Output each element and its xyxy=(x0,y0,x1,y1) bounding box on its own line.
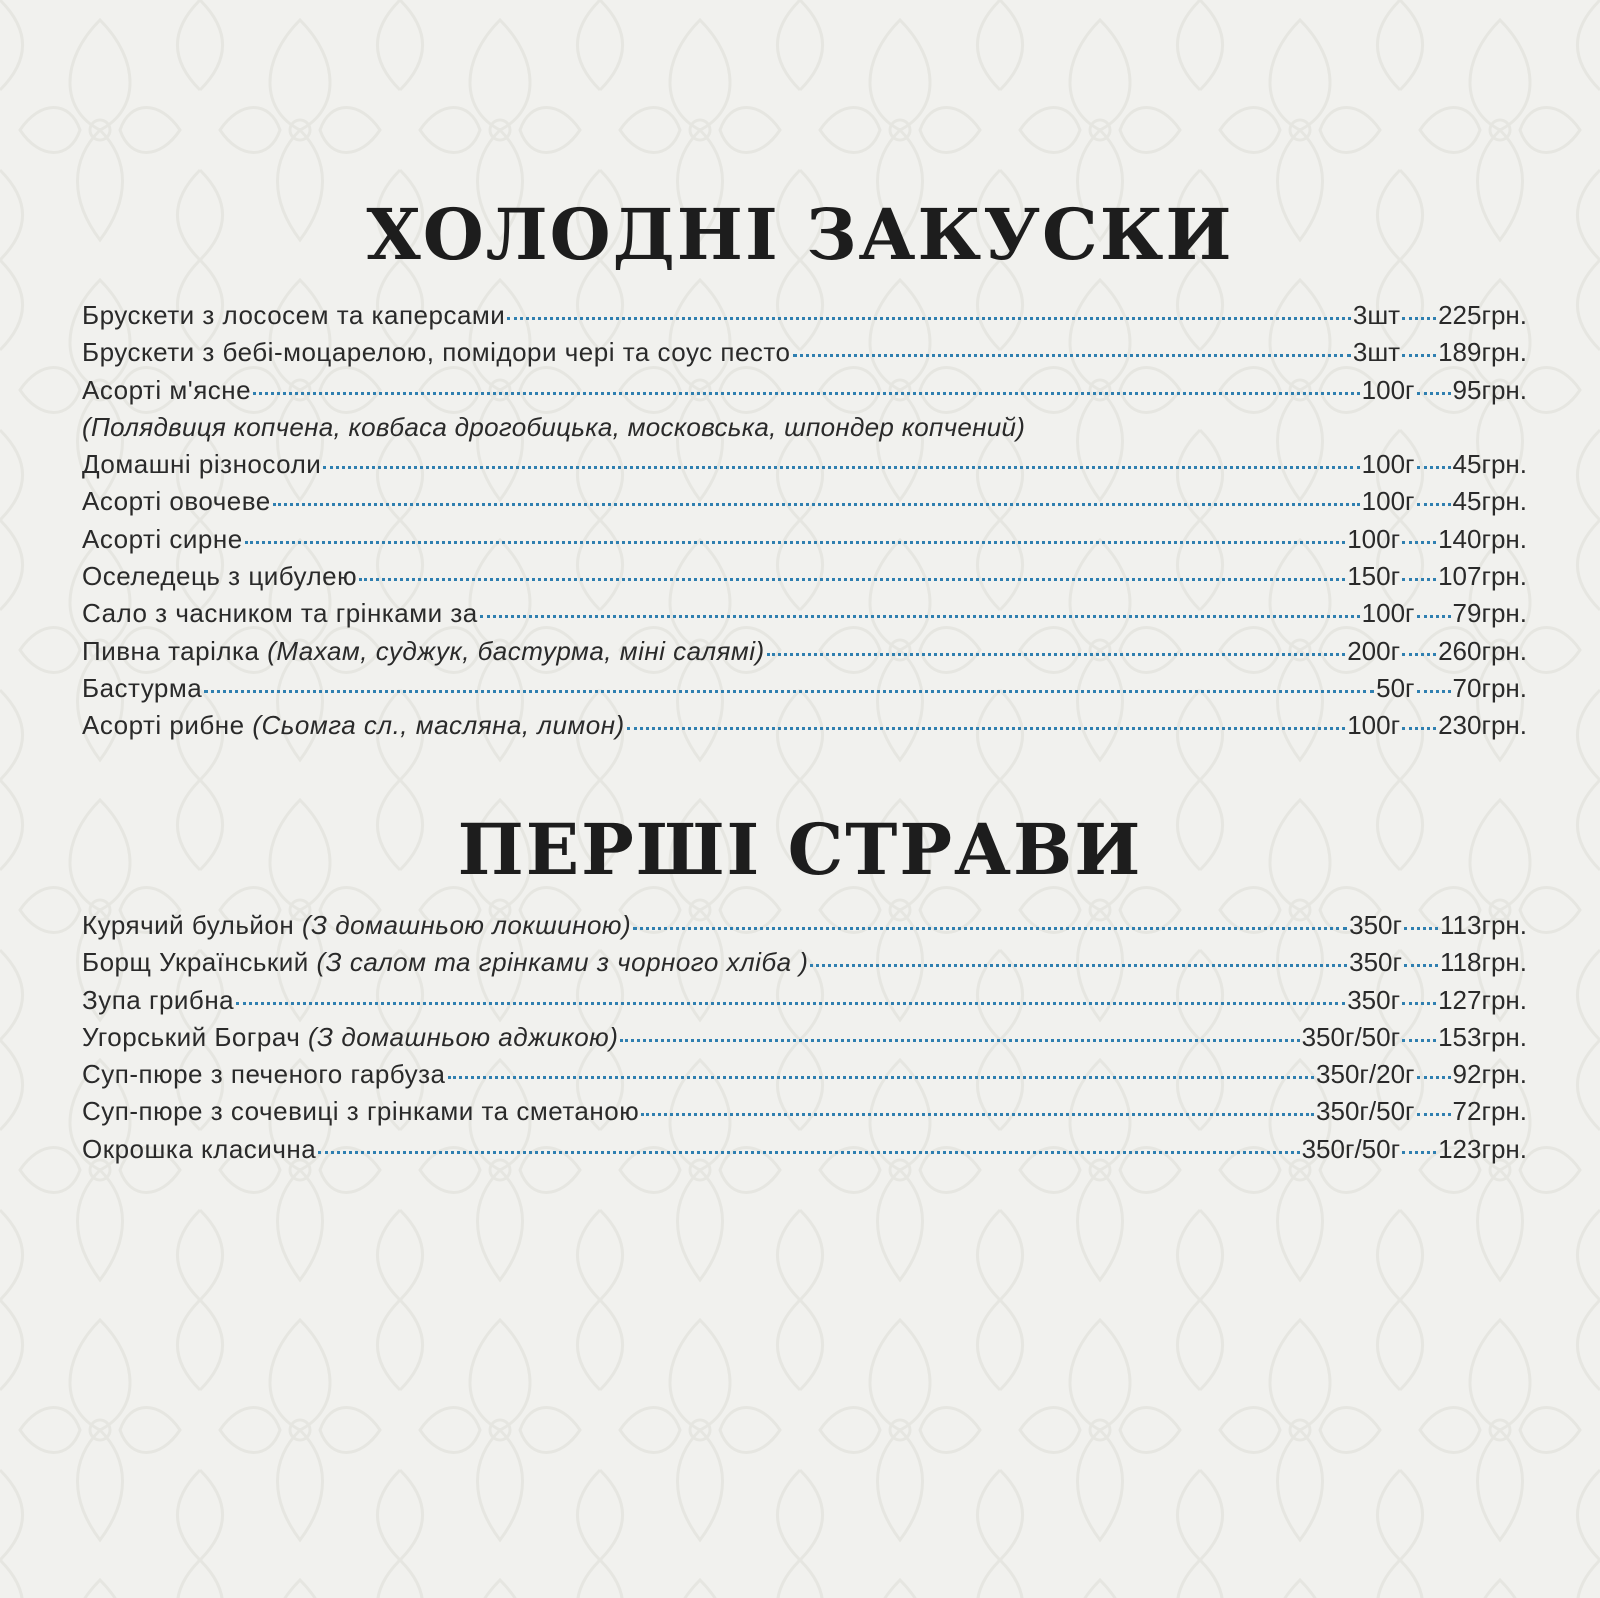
menu-item-title: Асорті сирне xyxy=(82,523,243,554)
dotted-separator xyxy=(1404,964,1438,967)
menu-item-name xyxy=(82,337,791,368)
menu-item-portion: 50г xyxy=(1376,672,1415,703)
menu-item xyxy=(82,710,1527,747)
dotted-leader xyxy=(323,466,1359,469)
dotted-separator xyxy=(1402,354,1436,357)
menu-item xyxy=(82,486,1527,523)
menu-item-name xyxy=(82,1022,618,1053)
menu-item-portion: 100г xyxy=(1361,449,1415,480)
dotted-leader xyxy=(359,578,1345,581)
menu-item-name xyxy=(82,710,625,741)
menu-item-name xyxy=(82,636,765,667)
dotted-separator xyxy=(1402,727,1436,730)
dotted-separator xyxy=(1417,690,1451,693)
menu-item xyxy=(82,449,1527,486)
menu-item-name xyxy=(82,449,321,480)
menu-item xyxy=(82,337,1527,374)
dotted-leader xyxy=(793,354,1351,357)
menu-item-description: (З домашньою аджикою) xyxy=(308,1021,619,1052)
menu-item-title: Домашні різносоли xyxy=(82,449,322,480)
menu-item-price: 225грн. xyxy=(1438,300,1527,330)
dotted-separator xyxy=(1417,466,1451,469)
dotted-separator xyxy=(1417,615,1451,618)
dotted-separator xyxy=(1417,503,1451,506)
menu-item xyxy=(82,673,1527,710)
menu-item-title: Асорті овочеве xyxy=(82,486,271,517)
menu-item-title: Суп-пюре з печеного гарбуза xyxy=(82,1059,446,1090)
dotted-separator xyxy=(1402,1039,1436,1042)
dotted-leader xyxy=(633,927,1347,930)
menu-item-portion: 100г xyxy=(1347,523,1401,554)
menu-item-price: 95грн. xyxy=(1452,374,1527,405)
menu-item-name xyxy=(82,985,234,1016)
menu-item-price: 153грн. xyxy=(1438,1021,1527,1052)
menu-item-portion: 100г xyxy=(1361,374,1415,405)
menu-item-price: 79грн. xyxy=(1452,598,1527,629)
dotted-separator xyxy=(1417,392,1451,395)
menu-item-title: Асорті рибне xyxy=(82,710,253,741)
menu-item-portion: 350г xyxy=(1349,910,1403,940)
dotted-leader xyxy=(448,1076,1315,1079)
dotted-leader xyxy=(767,653,1346,656)
menu-item-portion: 350г/50г xyxy=(1301,1133,1401,1164)
menu-item-portion: 100г xyxy=(1361,486,1415,517)
dotted-separator xyxy=(1402,578,1436,581)
menu-item-title: Бастурма xyxy=(82,672,203,703)
cold-appetizers-list xyxy=(82,300,1527,748)
menu-item-price: 72грн. xyxy=(1452,1096,1527,1127)
menu-item-price: 113грн. xyxy=(1440,910,1527,940)
menu-item-price: 70грн. xyxy=(1452,672,1527,703)
dotted-leader xyxy=(641,1113,1314,1116)
menu-item-name xyxy=(82,598,478,629)
menu-item-price: 45грн. xyxy=(1452,486,1527,517)
menu-item-price: 123грн. xyxy=(1438,1133,1527,1164)
dotted-separator xyxy=(1402,1151,1436,1154)
dotted-leader xyxy=(507,317,1351,320)
menu-item-price: 107грн. xyxy=(1438,561,1527,592)
menu-item-portion: 100г xyxy=(1347,710,1401,741)
dotted-leader xyxy=(204,690,1374,693)
dotted-separator xyxy=(1417,1076,1451,1079)
dotted-leader xyxy=(620,1039,1299,1042)
menu-item-name xyxy=(82,300,505,331)
dotted-separator xyxy=(1404,927,1438,930)
menu-item-portion: 350г/50г xyxy=(1316,1096,1415,1127)
menu-item-title: Окрошка класична xyxy=(82,1133,317,1164)
menu-item-title: Курячий бульйон xyxy=(82,910,302,940)
menu-item-name xyxy=(82,1059,446,1090)
menu-item-note: (Полядвиця копчена, ковбаса дрогобицька, московська, шпондер копчений) xyxy=(82,411,1026,442)
menu-item-name xyxy=(82,1134,316,1165)
menu-item-title: Угорський Бограч xyxy=(82,1021,308,1052)
menu-item-name xyxy=(82,910,631,941)
menu-item-price: 260грн. xyxy=(1438,635,1527,666)
menu-item-price: 230грн. xyxy=(1438,710,1527,741)
menu-item-name xyxy=(82,375,251,406)
menu-item-price: 189грн. xyxy=(1438,337,1527,368)
menu-item-description: (З домашньою локшиною) xyxy=(301,910,632,940)
dotted-leader xyxy=(480,615,1360,618)
dotted-leader xyxy=(253,392,1360,395)
section-title-cold-appetizers: ХОЛОДНІ ЗАКУСКИ xyxy=(366,193,1234,276)
menu-item-portion: 350г/50г xyxy=(1301,1021,1401,1052)
menu-item xyxy=(82,375,1527,412)
dotted-separator xyxy=(1402,1002,1436,1005)
menu-item-title: Брускети з бебі-моцарелою, помідори чері та соус песто xyxy=(82,337,791,368)
menu-item-description: (Сьомга сл., масляна, лимон) xyxy=(252,710,625,741)
menu-item-portion: 350г xyxy=(1347,984,1401,1015)
menu-item-title: Суп-пюре з сочевиці з грінками та сметаною xyxy=(82,1096,640,1127)
menu-item-name xyxy=(82,1096,639,1127)
dotted-separator xyxy=(1402,317,1436,320)
menu-item-title: Брускети з лососем та каперсами xyxy=(82,300,506,330)
menu-item-price: 92грн. xyxy=(1452,1059,1527,1090)
dotted-separator xyxy=(1402,541,1436,544)
menu-item-price: 140грн. xyxy=(1438,523,1527,554)
menu-item-portion: 350г xyxy=(1349,947,1403,978)
menu-item xyxy=(82,985,1527,1022)
menu-item xyxy=(82,300,1527,337)
section-title-first-courses: ПЕРШІ СТРАВИ xyxy=(457,808,1143,891)
menu-item-title: Оселедець з цибулею xyxy=(82,561,358,592)
menu-item-portion: 200г xyxy=(1347,635,1401,666)
menu-item-description: (Махам, суджук, бастурма, міні салямі) xyxy=(267,635,765,666)
menu-item-title: Борщ Український xyxy=(82,947,317,978)
dotted-leader xyxy=(236,1002,1345,1005)
menu-item-price: 45грн. xyxy=(1452,449,1527,480)
dotted-leader xyxy=(245,541,1346,544)
dotted-separator xyxy=(1417,1113,1451,1116)
menu-item-price: 118грн. xyxy=(1440,947,1527,978)
dotted-separator xyxy=(1402,653,1436,656)
menu-item-name xyxy=(82,947,808,978)
menu-item-name xyxy=(82,561,357,592)
menu-item xyxy=(82,1059,1527,1096)
menu-item-description: (З салом та грінками з чорного хліба ) xyxy=(316,947,809,978)
menu-item xyxy=(82,598,1527,635)
dotted-leader xyxy=(810,964,1347,967)
menu-item-title: Пивна тарілка xyxy=(82,635,268,666)
menu-item xyxy=(82,1096,1527,1133)
menu-item xyxy=(82,1134,1527,1171)
dotted-leader xyxy=(318,1151,1299,1154)
menu-item xyxy=(82,636,1527,673)
menu-item-name xyxy=(82,524,243,555)
menu-item-portion: 100г xyxy=(1361,598,1415,629)
menu-item-portion: 150г xyxy=(1347,561,1401,592)
menu-item-title: Сало з часником та грінками за xyxy=(82,598,478,629)
menu-item-portion: 3шт xyxy=(1352,300,1401,330)
menu-item-name xyxy=(82,486,271,517)
menu-item-name xyxy=(82,673,202,704)
menu-item-price: 127грн. xyxy=(1438,984,1527,1015)
menu-item xyxy=(82,1022,1527,1059)
menu-item-portion: 350г/20г xyxy=(1316,1059,1415,1090)
dotted-leader xyxy=(273,503,1360,506)
dotted-leader xyxy=(627,727,1346,730)
menu-item-portion: 3шт xyxy=(1352,337,1401,368)
menu-item xyxy=(82,524,1527,561)
first-courses-list xyxy=(82,910,1527,1171)
menu-item-title: Асорті м'ясне xyxy=(82,374,252,405)
menu-item xyxy=(82,947,1527,984)
menu-item xyxy=(82,910,1527,947)
menu-item xyxy=(82,561,1527,598)
menu-item-title: Зупа грибна xyxy=(82,984,235,1015)
